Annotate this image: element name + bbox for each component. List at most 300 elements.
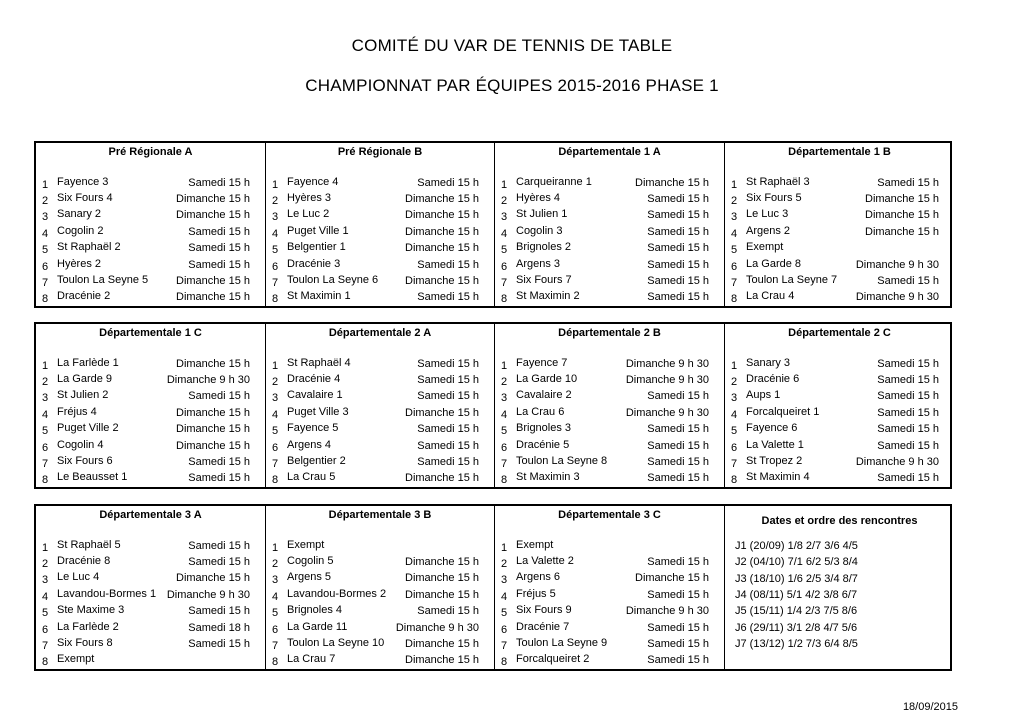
team-rank: 2 bbox=[42, 558, 49, 570]
team-row bbox=[266, 192, 494, 208]
team-name: Belgentier 1 bbox=[287, 241, 346, 253]
division-table bbox=[266, 506, 495, 669]
team-name: Cogolin 5 bbox=[287, 555, 334, 567]
team-name: Cogolin 2 bbox=[57, 225, 104, 237]
match-schedule: Samedi 15 h bbox=[877, 423, 939, 435]
division-table bbox=[725, 324, 954, 487]
match-schedule: Samedi 15 h bbox=[188, 456, 250, 468]
match-schedule: Dimanche 9 h 30 bbox=[855, 456, 939, 468]
team-row bbox=[266, 241, 494, 257]
team-rank: 2 bbox=[731, 195, 738, 207]
team-rank: 3 bbox=[42, 211, 49, 223]
team-row bbox=[36, 555, 265, 571]
team-rank: 1 bbox=[501, 360, 508, 372]
match-schedule: Samedi 15 h bbox=[188, 226, 250, 238]
team-rank: 6 bbox=[731, 442, 738, 454]
match-schedule: Dimanche 9 h 30 bbox=[625, 407, 709, 419]
team-row bbox=[266, 604, 494, 620]
team-row bbox=[495, 290, 724, 306]
team-row bbox=[725, 455, 954, 471]
team-row bbox=[36, 241, 265, 257]
team-row bbox=[266, 571, 494, 587]
team-row bbox=[495, 241, 724, 257]
team-rank: 3 bbox=[731, 392, 738, 404]
team-rank: 2 bbox=[501, 558, 508, 570]
team-row bbox=[266, 422, 494, 438]
team-name: St Maximin 1 bbox=[287, 290, 351, 302]
team-rank: 5 bbox=[731, 244, 738, 256]
team-rank: 5 bbox=[42, 244, 49, 256]
team-row bbox=[36, 274, 265, 290]
match-schedule: Dimanche 9 h 30 bbox=[395, 622, 479, 634]
round-line: J7 (13/12) 1/2 7/3 6/4 8/5 bbox=[735, 637, 858, 650]
match-schedule: Samedi 15 h bbox=[647, 242, 709, 254]
team-name: La Garde 10 bbox=[516, 373, 578, 385]
team-row bbox=[495, 653, 724, 669]
team-rank: 2 bbox=[731, 376, 738, 388]
match-schedule: Dimanche 15 h bbox=[405, 638, 479, 650]
match-schedule: Samedi 15 h bbox=[647, 654, 709, 666]
team-rank: 2 bbox=[501, 195, 508, 207]
team-rank: 1 bbox=[42, 542, 49, 554]
division-table bbox=[495, 506, 725, 669]
team-row bbox=[36, 539, 265, 555]
match-schedule: Dimanche 15 h bbox=[865, 226, 939, 238]
team-rank: 3 bbox=[501, 211, 508, 223]
team-name: Six Fours 7 bbox=[516, 274, 572, 286]
match-schedule: Samedi 15 h bbox=[417, 390, 479, 402]
team-rank: 6 bbox=[501, 261, 508, 273]
match-schedule: Samedi 15 h bbox=[188, 540, 250, 552]
team-row bbox=[266, 637, 494, 653]
division-table bbox=[495, 324, 725, 487]
team-row bbox=[266, 588, 494, 604]
match-schedule: Samedi 15 h bbox=[647, 193, 709, 205]
match-schedule: Dimanche 15 h bbox=[176, 423, 250, 435]
team-row bbox=[266, 389, 494, 405]
match-schedule: Dimanche 15 h bbox=[405, 226, 479, 238]
team-name: Brignoles 2 bbox=[516, 241, 572, 253]
match-schedule: Samedi 15 h bbox=[417, 291, 479, 303]
team-rank: 3 bbox=[731, 211, 738, 223]
team-row bbox=[725, 389, 954, 405]
match-schedule: Samedi 15 h bbox=[417, 440, 479, 452]
team-row bbox=[266, 539, 494, 555]
match-schedule: Samedi 15 h bbox=[188, 177, 250, 189]
team-rank: 2 bbox=[272, 376, 279, 388]
match-schedule: Samedi 15 h bbox=[877, 390, 939, 402]
team-row bbox=[36, 389, 265, 405]
team-row bbox=[725, 208, 954, 224]
team-name: Toulon La Seyne 10 bbox=[287, 637, 385, 649]
match-schedule: Dimanche 15 h bbox=[176, 193, 250, 205]
team-row bbox=[725, 192, 954, 208]
match-schedule: Samedi 15 h bbox=[647, 390, 709, 402]
team-rank: 2 bbox=[272, 195, 279, 207]
team-rank: 5 bbox=[501, 244, 508, 256]
team-name: Aups 1 bbox=[746, 389, 781, 401]
team-rank: 4 bbox=[731, 228, 738, 240]
match-schedule: Dimanche 15 h bbox=[176, 407, 250, 419]
team-row bbox=[36, 422, 265, 438]
team-name: Fayence 7 bbox=[516, 357, 568, 369]
team-row bbox=[725, 241, 954, 257]
match-schedule: Samedi 15 h bbox=[647, 259, 709, 271]
team-rank: 8 bbox=[42, 474, 49, 486]
team-rank: 1 bbox=[272, 542, 279, 554]
team-rank: 8 bbox=[731, 474, 738, 486]
match-schedule: Dimanche 9 h 30 bbox=[625, 374, 709, 386]
team-name: St Raphaël 4 bbox=[287, 357, 351, 369]
team-name: Cogolin 4 bbox=[57, 439, 104, 451]
team-row bbox=[36, 225, 265, 241]
team-rank: 7 bbox=[501, 458, 508, 470]
match-schedule: Dimanche 15 h bbox=[405, 193, 479, 205]
match-schedule: Samedi 15 h bbox=[647, 226, 709, 238]
team-rank: 3 bbox=[501, 392, 508, 404]
team-row bbox=[495, 621, 724, 637]
team-name: Le Beausset 1 bbox=[57, 471, 128, 483]
division-table bbox=[495, 143, 725, 306]
team-name: Cogolin 3 bbox=[516, 225, 563, 237]
team-row bbox=[495, 571, 724, 587]
team-name: La Garde 11 bbox=[287, 621, 348, 633]
team-name: Le Luc 2 bbox=[287, 208, 330, 220]
team-row bbox=[36, 208, 265, 224]
team-name: La Crau 7 bbox=[287, 653, 336, 665]
team-name: Fayence 5 bbox=[287, 422, 339, 434]
team-rank: 6 bbox=[501, 624, 508, 636]
team-row bbox=[266, 176, 494, 192]
division-table bbox=[36, 506, 266, 669]
team-rank: 6 bbox=[42, 624, 49, 636]
team-name: St Tropez 2 bbox=[746, 455, 803, 467]
team-name: Dracénie 2 bbox=[57, 290, 111, 302]
match-schedule: Samedi 15 h bbox=[877, 275, 939, 287]
team-row bbox=[266, 406, 494, 422]
team-name: Toulon La Seyne 9 bbox=[516, 637, 608, 649]
team-name: La Crau 6 bbox=[516, 406, 565, 418]
division-title: Départementale 2 C bbox=[788, 327, 891, 339]
match-schedule: Samedi 15 h bbox=[417, 456, 479, 468]
team-row bbox=[36, 571, 265, 587]
team-name: Brignoles 4 bbox=[287, 604, 343, 616]
team-name: Fréjus 5 bbox=[516, 588, 556, 600]
match-schedule: Dimanche 15 h bbox=[176, 275, 250, 287]
match-schedule: Samedi 15 h bbox=[647, 472, 709, 484]
team-name: Fayence 6 bbox=[746, 422, 798, 434]
team-rank: 5 bbox=[42, 425, 49, 437]
team-rank: 4 bbox=[42, 228, 49, 240]
team-row bbox=[725, 274, 954, 290]
team-rank: 2 bbox=[272, 558, 279, 570]
team-rank: 6 bbox=[272, 442, 279, 454]
team-row bbox=[495, 225, 724, 241]
team-rank: 5 bbox=[272, 244, 279, 256]
match-schedule: Dimanche 15 h bbox=[405, 589, 479, 601]
team-name: La Valette 1 bbox=[746, 439, 804, 451]
match-schedule: Dimanche 9 h 30 bbox=[625, 605, 709, 617]
division-title: Départementale 3 B bbox=[328, 509, 432, 521]
team-row bbox=[36, 258, 265, 274]
team-rank: 4 bbox=[501, 409, 508, 421]
match-schedule: Samedi 15 h bbox=[417, 374, 479, 386]
team-name: Argens 4 bbox=[287, 439, 332, 451]
match-schedule: Dimanche 15 h bbox=[176, 440, 250, 452]
team-rank: 1 bbox=[42, 360, 49, 372]
team-rank: 1 bbox=[731, 360, 738, 372]
team-rank: 5 bbox=[272, 607, 279, 619]
team-name: Toulon La Seyne 5 bbox=[57, 274, 149, 286]
team-name: La Crau 5 bbox=[287, 471, 336, 483]
team-name: St Maximin 3 bbox=[516, 471, 580, 483]
team-name: Dracénie 7 bbox=[516, 621, 570, 633]
team-name: Forcalqueiret 1 bbox=[746, 406, 820, 418]
team-row bbox=[36, 653, 265, 669]
team-row bbox=[495, 588, 724, 604]
round-line: J6 (29/11) 3/1 2/8 4/7 5/6 bbox=[735, 621, 858, 634]
match-schedule: Samedi 15 h bbox=[188, 390, 250, 402]
match-schedule: Samedi 15 h bbox=[647, 275, 709, 287]
division-block bbox=[34, 504, 952, 671]
team-name: Six Fours 6 bbox=[57, 455, 113, 467]
team-rank: 8 bbox=[272, 474, 279, 486]
match-schedule: Samedi 15 h bbox=[417, 423, 479, 435]
match-schedule: Samedi 15 h bbox=[647, 291, 709, 303]
team-row bbox=[725, 439, 954, 455]
match-schedule: Samedi 15 h bbox=[188, 242, 250, 254]
team-row bbox=[495, 455, 724, 471]
team-rank: 5 bbox=[42, 607, 49, 619]
team-rank: 6 bbox=[501, 442, 508, 454]
match-schedule: Dimanche 15 h bbox=[865, 209, 939, 221]
match-schedule: Samedi 15 h bbox=[877, 358, 939, 370]
team-rank: 2 bbox=[42, 376, 49, 388]
team-row bbox=[495, 637, 724, 653]
match-schedule: Samedi 15 h bbox=[417, 177, 479, 189]
team-row bbox=[36, 604, 265, 620]
team-rank: 3 bbox=[501, 574, 508, 586]
team-name: Exempt bbox=[516, 539, 554, 551]
team-name: La Farlède 1 bbox=[57, 357, 119, 369]
team-name: Fréjus 4 bbox=[57, 406, 97, 418]
match-schedule: Dimanche 15 h bbox=[405, 275, 479, 287]
team-name: Argens 2 bbox=[746, 225, 791, 237]
team-name: St Raphaël 3 bbox=[746, 176, 810, 188]
team-rank: 2 bbox=[42, 195, 49, 207]
team-row bbox=[725, 406, 954, 422]
team-name: Hyères 2 bbox=[57, 258, 102, 270]
team-name: St Raphaël 5 bbox=[57, 539, 121, 551]
team-row bbox=[36, 621, 265, 637]
team-name: Toulon La Seyne 6 bbox=[287, 274, 379, 286]
team-name: Dracénie 8 bbox=[57, 555, 111, 567]
team-name: Dracénie 5 bbox=[516, 439, 570, 451]
team-rank: 3 bbox=[272, 211, 279, 223]
team-rank: 7 bbox=[501, 277, 508, 289]
match-schedule: Samedi 15 h bbox=[877, 472, 939, 484]
team-rank: 7 bbox=[731, 458, 738, 470]
team-name: Dracénie 3 bbox=[287, 258, 341, 270]
match-schedule: Dimanche 9 h 30 bbox=[855, 291, 939, 303]
team-name: St Raphaël 2 bbox=[57, 241, 121, 253]
match-schedule: Dimanche 15 h bbox=[176, 291, 250, 303]
team-name: Brignoles 3 bbox=[516, 422, 572, 434]
team-rank: 7 bbox=[42, 277, 49, 289]
team-name: Le Luc 4 bbox=[57, 571, 100, 583]
division-title: Départementale 2 B bbox=[558, 327, 661, 339]
team-rank: 3 bbox=[42, 574, 49, 586]
team-row bbox=[725, 422, 954, 438]
division-title: Départementale 1 A bbox=[558, 146, 661, 158]
match-schedule: Dimanche 15 h bbox=[405, 572, 479, 584]
match-schedule: Samedi 15 h bbox=[647, 622, 709, 634]
team-row bbox=[495, 192, 724, 208]
match-schedule: Samedi 15 h bbox=[877, 440, 939, 452]
match-schedule: Samedi 15 h bbox=[647, 589, 709, 601]
match-schedule: Samedi 15 h bbox=[417, 259, 479, 271]
match-schedule: Samedi 15 h bbox=[647, 440, 709, 452]
team-rank: 5 bbox=[272, 425, 279, 437]
team-row bbox=[495, 539, 724, 555]
team-rank: 7 bbox=[272, 277, 279, 289]
team-name: Argens 6 bbox=[516, 571, 561, 583]
team-rank: 1 bbox=[501, 542, 508, 554]
division-table bbox=[266, 324, 495, 487]
match-schedule: Dimanche 9 h 30 bbox=[166, 374, 250, 386]
team-row bbox=[495, 555, 724, 571]
team-row bbox=[495, 471, 724, 487]
division-title: Départementale 1 B bbox=[788, 146, 891, 158]
team-row bbox=[495, 406, 724, 422]
team-name: Puget Ville 2 bbox=[57, 422, 119, 434]
team-row bbox=[495, 176, 724, 192]
team-row bbox=[495, 357, 724, 373]
team-rank: 1 bbox=[501, 179, 508, 191]
team-row bbox=[266, 290, 494, 306]
match-schedule: Dimanche 9 h 30 bbox=[855, 259, 939, 271]
dates-title: Dates et ordre des rencontres bbox=[761, 515, 918, 527]
round-line: J1 (20/09) 1/8 2/7 3/6 4/5 bbox=[735, 540, 858, 552]
team-rank: 4 bbox=[272, 591, 279, 603]
team-row bbox=[266, 621, 494, 637]
team-name: Sanary 2 bbox=[57, 208, 102, 220]
team-name: St Maximin 4 bbox=[746, 471, 810, 483]
division-table bbox=[266, 143, 495, 306]
team-rank: 7 bbox=[42, 458, 49, 470]
team-row bbox=[266, 653, 494, 669]
team-rank: 4 bbox=[731, 409, 738, 421]
match-schedule: Samedi 15 h bbox=[417, 358, 479, 370]
team-row bbox=[495, 422, 724, 438]
match-schedule: Samedi 15 h bbox=[647, 638, 709, 650]
team-name: Belgentier 2 bbox=[287, 455, 346, 467]
team-name: Lavandou-Bormes 2 bbox=[287, 588, 387, 600]
team-rank: 3 bbox=[272, 392, 279, 404]
match-schedule: Dimanche 15 h bbox=[865, 193, 939, 205]
match-schedule: Dimanche 15 h bbox=[405, 407, 479, 419]
team-name: Puget Ville 1 bbox=[287, 225, 349, 237]
team-rank: 4 bbox=[272, 409, 279, 421]
team-row bbox=[725, 471, 954, 487]
team-rank: 8 bbox=[272, 293, 279, 305]
team-name: Cavalaire 1 bbox=[287, 389, 343, 401]
division-table bbox=[36, 143, 266, 306]
team-rank: 4 bbox=[42, 591, 49, 603]
team-row bbox=[725, 373, 954, 389]
team-rank: 3 bbox=[42, 392, 49, 404]
team-rank: 2 bbox=[501, 376, 508, 388]
team-rank: 6 bbox=[272, 624, 279, 636]
team-row bbox=[36, 176, 265, 192]
team-name: Exempt bbox=[57, 653, 95, 665]
team-name: Six Fours 9 bbox=[516, 604, 572, 616]
team-rank: 8 bbox=[731, 293, 738, 305]
team-rank: 7 bbox=[272, 640, 279, 652]
team-name: Dracénie 6 bbox=[746, 373, 800, 385]
document-date: 18/09/2015 bbox=[902, 701, 958, 713]
team-name: La Valette 2 bbox=[516, 555, 574, 567]
match-schedule: Samedi 15 h bbox=[188, 638, 250, 650]
team-row bbox=[495, 258, 724, 274]
team-name: La Farlède 2 bbox=[57, 621, 119, 633]
page-title: COMITÉ DU VAR DE TENNIS DE TABLE bbox=[351, 36, 673, 55]
team-rank: 6 bbox=[42, 442, 49, 454]
team-row bbox=[495, 389, 724, 405]
match-schedule: Samedi 15 h bbox=[647, 209, 709, 221]
team-rank: 7 bbox=[42, 640, 49, 652]
team-name: La Crau 4 bbox=[746, 290, 795, 302]
match-schedule: Dimanche 15 h bbox=[635, 572, 709, 584]
team-name: Sanary 3 bbox=[746, 357, 791, 369]
team-name: Six Fours 5 bbox=[746, 192, 802, 204]
division-title: Pré Régionale B bbox=[337, 146, 423, 158]
team-row bbox=[36, 637, 265, 653]
round-line: J5 (15/11) 1/4 2/3 7/5 8/6 bbox=[735, 605, 858, 618]
match-schedule: Dimanche 15 h bbox=[405, 556, 479, 568]
team-row bbox=[725, 176, 954, 192]
team-rank: 7 bbox=[731, 277, 738, 289]
team-row bbox=[36, 588, 265, 604]
team-row bbox=[266, 555, 494, 571]
match-schedule: Samedi 15 h bbox=[188, 605, 250, 617]
page-subtitle: CHAMPIONNAT PAR ÉQUIPES 2015-2016 PHASE 1 bbox=[305, 76, 719, 95]
match-schedule: Dimanche 15 h bbox=[405, 242, 479, 254]
team-rank: 5 bbox=[731, 425, 738, 437]
round-line: J3 (18/10) 1/6 2/5 3/4 8/7 bbox=[735, 572, 858, 585]
team-name: Argens 3 bbox=[516, 258, 561, 270]
team-row bbox=[36, 192, 265, 208]
team-name: Ste Maxime 3 bbox=[57, 604, 125, 616]
team-rank: 1 bbox=[272, 360, 279, 372]
team-rank: 7 bbox=[272, 458, 279, 470]
team-row bbox=[266, 357, 494, 373]
team-rank: 1 bbox=[42, 179, 49, 191]
team-row bbox=[266, 225, 494, 241]
match-schedule: Dimanche 15 h bbox=[405, 209, 479, 221]
team-row bbox=[36, 455, 265, 471]
team-row bbox=[36, 373, 265, 389]
team-rank: 6 bbox=[731, 261, 738, 273]
team-name: Argens 5 bbox=[287, 571, 332, 583]
team-row bbox=[266, 455, 494, 471]
team-row bbox=[725, 357, 954, 373]
match-schedule: Samedi 15 h bbox=[188, 472, 250, 484]
team-rank: 6 bbox=[272, 261, 279, 273]
team-row bbox=[36, 471, 265, 487]
team-name: Dracénie 4 bbox=[287, 373, 341, 385]
match-schedule: Samedi 15 h bbox=[877, 374, 939, 386]
